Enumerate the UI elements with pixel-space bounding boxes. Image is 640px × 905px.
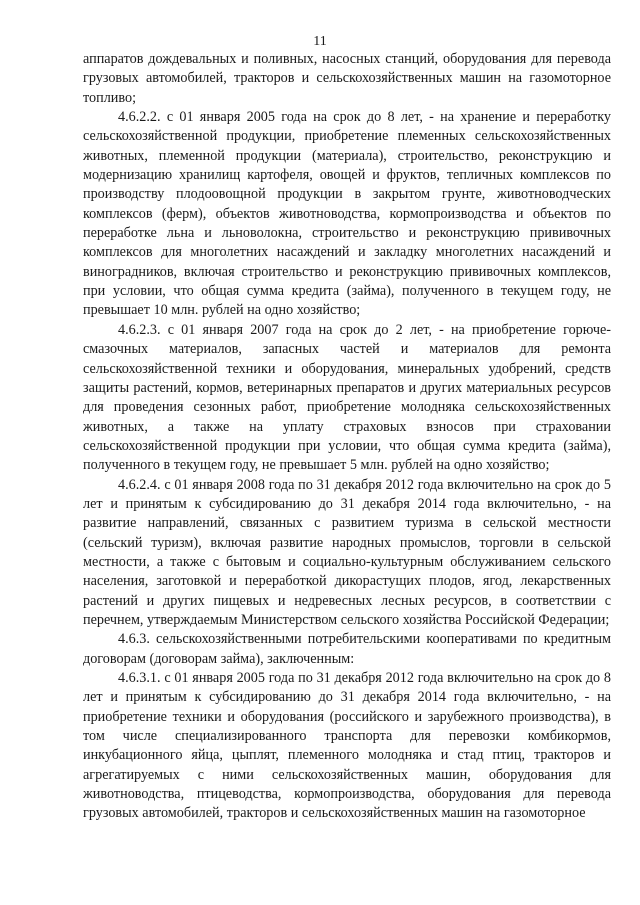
paragraph-4-6-3-1: 4.6.3.1. с 01 января 2005 года по 31 декабря 2012 года включительно на срок до 8 лет и принятым к субсидированию до 31 декабря 2014 года включительно, - на приобретение техники и оборудования (российского и зарубежного производства), в том числе специализированного транспорта для перевозки комбикормов, инкубационного яйца, цыплят, племенного молодняка и стад птиц, тракторов и агрегатируемых с ними сельскохозяйственных машин, оборудования для животноводства, птицеводства, кормопроизводства, оборудования для перевода грузовых автомобилей, тракторов и сельскохозяйственных машин на газомоторное	[83, 670, 611, 822]
paragraph-4-6-2-2: 4.6.2.2. с 01 января 2005 года на срок до 8 лет, - на хранение и переработку сельскохозяйственной продукции, приобретение племенных сельскохозяйственных животных, племенной продукции (материала), строительство, реконструкцию и модернизацию хранилищ картофеля, овощей и фруктов, тепличных комплексов по производству плодоовощной продукции в закрытом грунте, животноводческих комплексов (ферм), объектов животноводства, кормопроизводства и объектов по переработке льна и льноволокна, строительство и реконструкцию прививочных комплексов для многолетних насаждений и закладку многолетних насаждений и виноградников, включая строительство и реконструкцию прививочных комплексов, при условии, что общая сумма кредита (займа), полученного в текущем году, не превышает 10 млн. рублей на одно хозяйство;	[83, 109, 611, 319]
paragraph-4-6-3: 4.6.3. сельскохозяйственными потребительскими кооперативами по кредитным договорам (договорам займа), заключенным:	[83, 631, 611, 667]
paragraph-4-6-2-3: 4.6.2.3. с 01 января 2007 года на срок до 2 лет, - на приобретение горюче-смазочных материалов, запасных частей и материалов для ремонта сельскохозяйственной техники и оборудования, минеральных удобрений, средств защиты растений, кормов, ветеринарных препаратов и других материальных ресурсов для проведения сезонных работ, приобретение молодняка сельскохозяйственных животных, а также на уплату страховых взносов при страховании сельскохозяйственной продукции при условии, что общая сумма кредита (займа), полученного в текущем году, не превышает 5 млн. рублей на одно хозяйство;	[83, 321, 611, 474]
page-number: 11	[313, 34, 327, 49]
document-body	[83, 50, 611, 824]
paragraph-4-6-2-4: 4.6.2.4. с 01 января 2008 года по 31 декабря 2012 года включительно на срок до 5 лет и принятым к субсидированию до 31 декабря 2014 года включительно, - на развитие направлений, связанных с развитием туризма в сельской местности (сельский туризм), включая развитие народных промыслов, торговли в сельской местности, а также с бытовым и социально-культурным обслуживанием сельского населения, заготовкой и переработкой дикорастущих плодов, ягод, лекарственных растений и других пищевых и недревесных лесных ресурсов, в соответствии с перечнем, утверждаемым Министерством сельского хозяйства Российской Федерации;	[83, 476, 611, 628]
paragraph-continuation: аппаратов дождевальных и поливных, насосных станций, оборудования для перевода грузовых автомобилей, тракторов и сельскохозяйственных машин на газомоторное топливо;	[83, 51, 611, 106]
